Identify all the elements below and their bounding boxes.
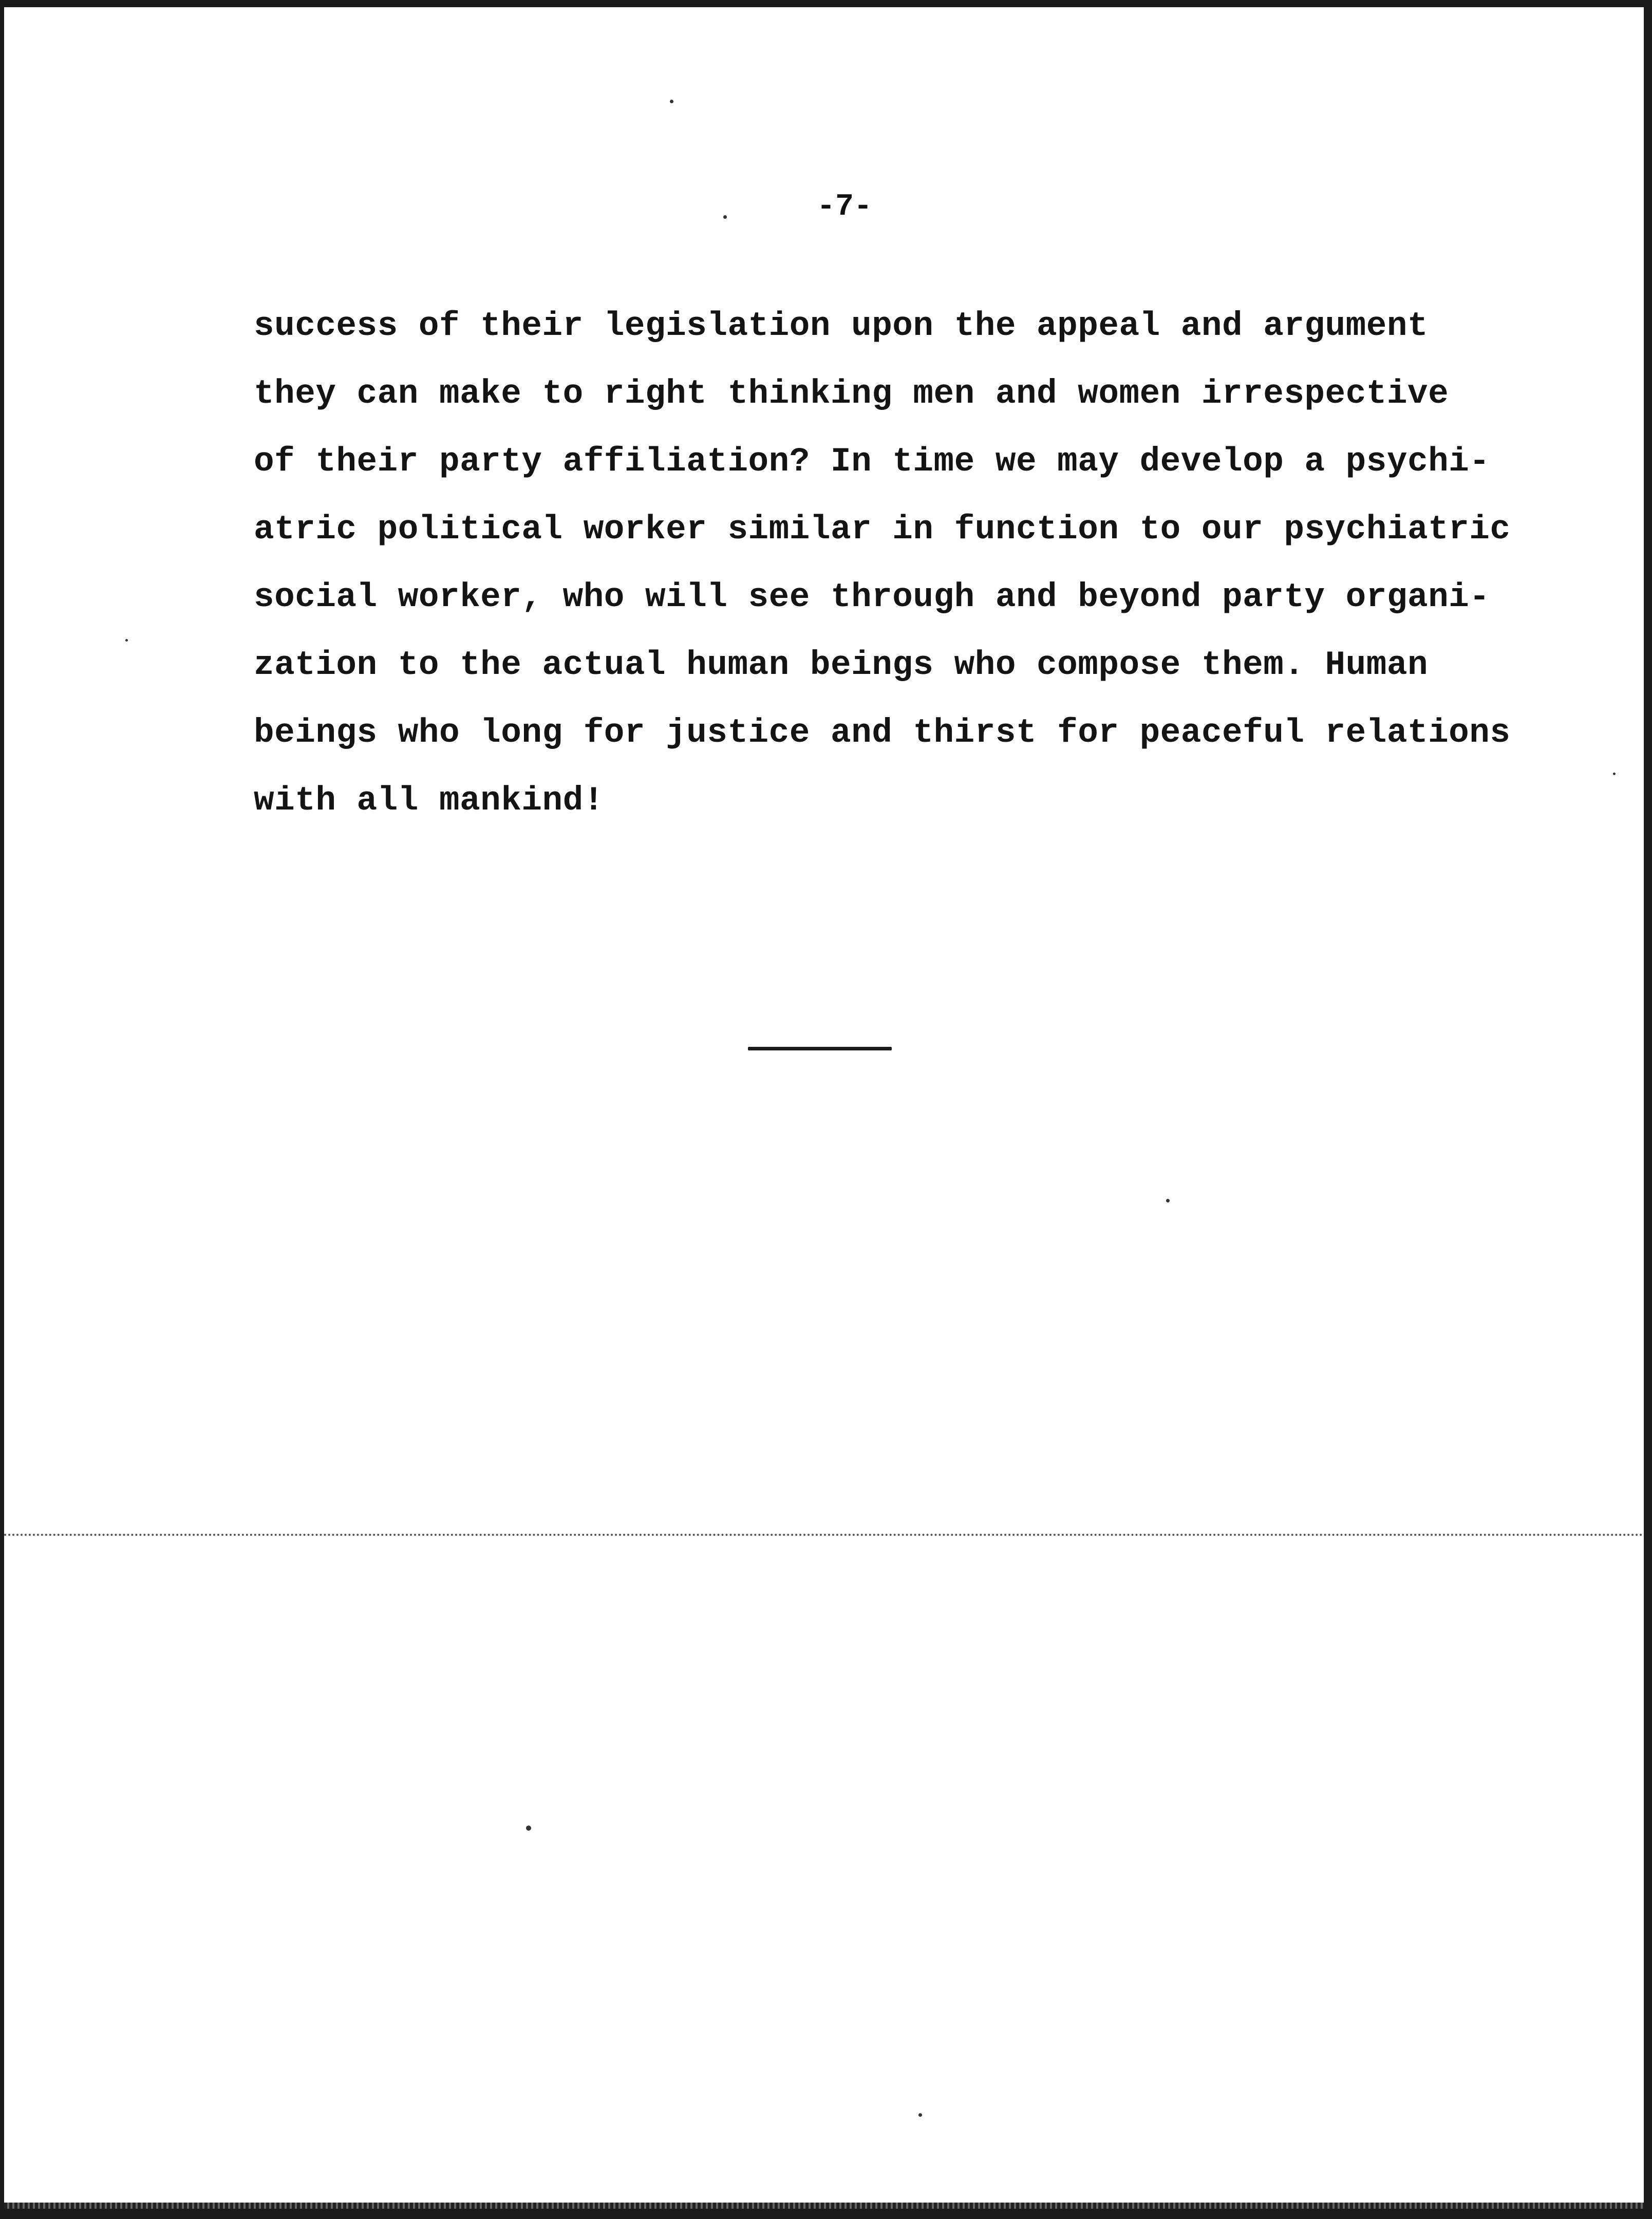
text-line: with all mankind! (254, 781, 604, 820)
scan-speck (723, 215, 727, 219)
text-line: of their party affiliation? In time we may develop a psychi- (254, 442, 1490, 481)
scan-speck (526, 1826, 531, 1831)
scan-bottom-edge (4, 2203, 1644, 2209)
body-text (254, 292, 1511, 835)
scan-speck (1166, 1199, 1170, 1202)
text-line: social worker, who will see through and beyond party organi- (254, 578, 1490, 616)
text-line: atric political worker similar in function to our psychiatric (254, 510, 1511, 549)
scan-speck (670, 100, 673, 103)
document-page (4, 7, 1644, 2209)
scan-speck (1613, 773, 1616, 775)
scan-speck (125, 639, 128, 642)
page-fold-line (4, 1534, 1644, 1536)
page-number: -7- (816, 190, 873, 224)
text-line: beings who long for justice and thirst for peaceful relations (254, 713, 1511, 752)
text-line: they can make to right thinking men and women irrespective (254, 374, 1449, 413)
text-line: zation to the actual human beings who compose them. Human (254, 646, 1429, 684)
scan-speck (918, 2113, 922, 2117)
text-line: success of their legislation upon the appeal and argument (254, 307, 1429, 345)
end-of-text-rule (748, 1047, 892, 1050)
